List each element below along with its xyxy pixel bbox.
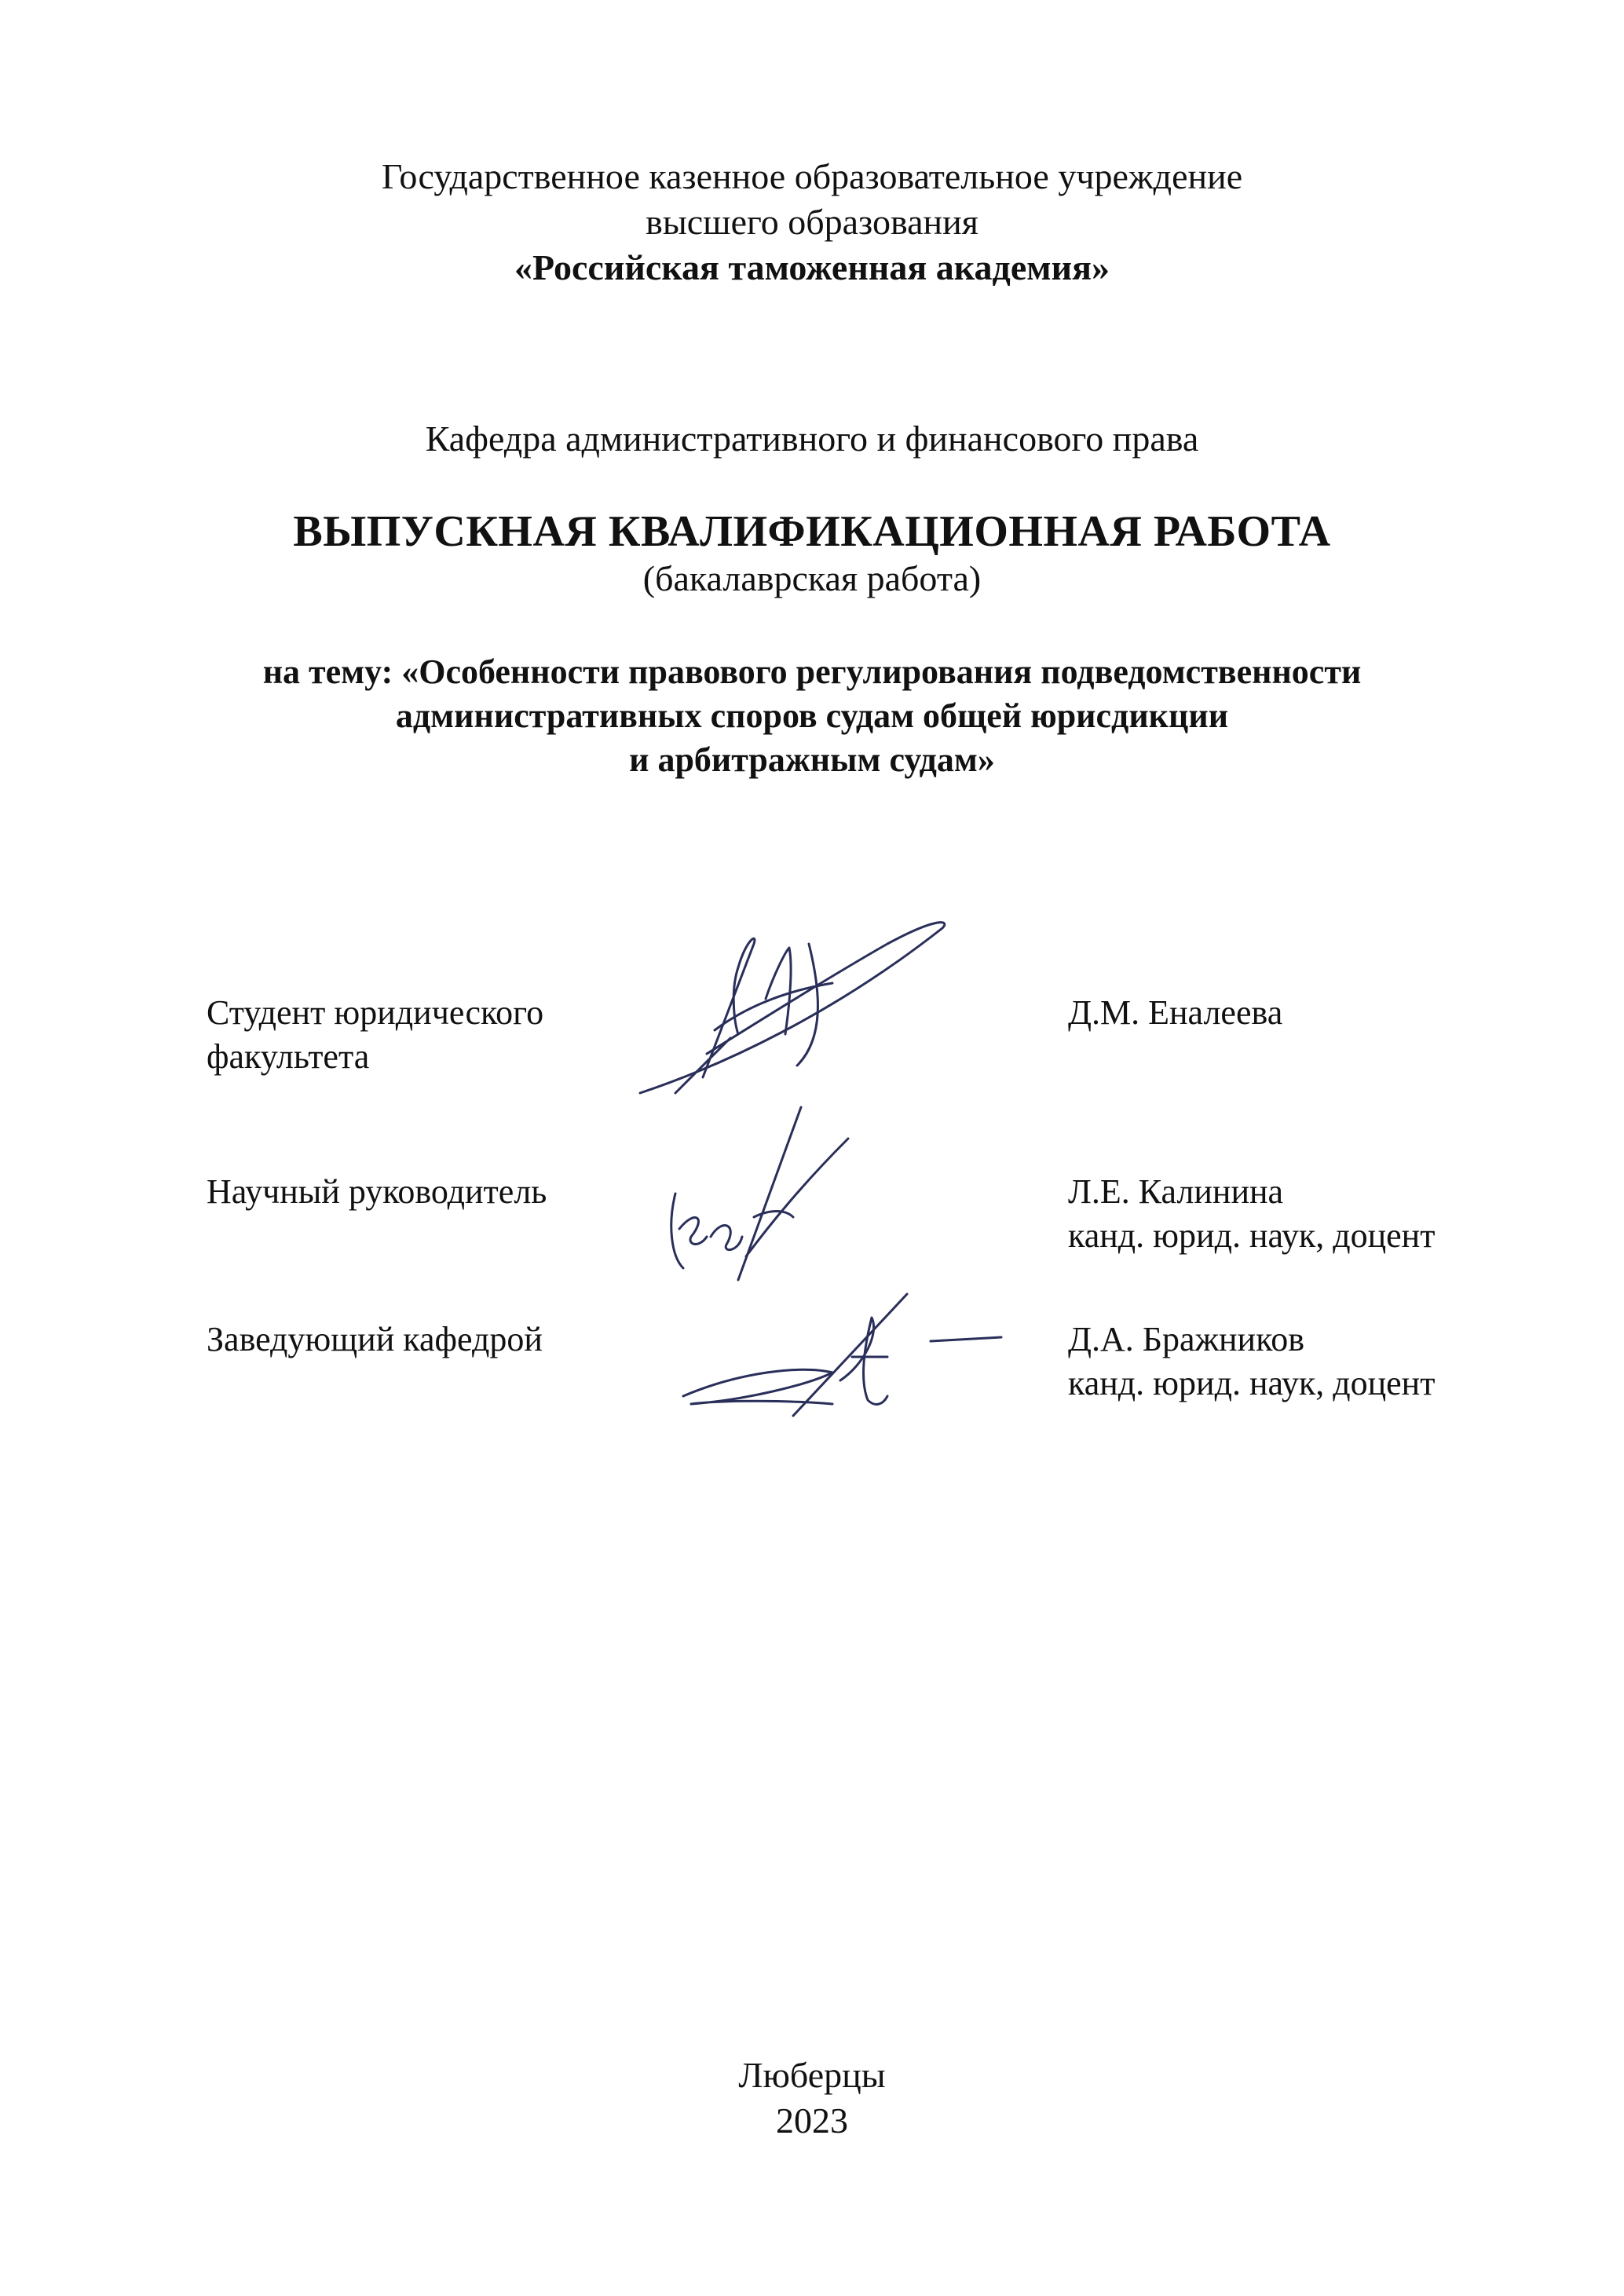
institution-line-2: высшего образования	[646, 202, 978, 242]
signatory-name: Л.Е. Калинина	[1068, 1172, 1284, 1211]
signatory-role	[207, 1170, 547, 1214]
role-line-1: Научный руководитель	[207, 1172, 547, 1211]
work-title	[0, 504, 1624, 601]
institution-line-1: Государственное казенное образовательное учреждение	[381, 156, 1243, 196]
work-topic	[0, 650, 1624, 782]
signature-head-of-department	[675, 1286, 1013, 1428]
signatory-credentials: канд. юрид. наук, доцент	[1068, 1364, 1436, 1402]
signatory-name: Д.М. Еналеева	[1068, 993, 1283, 1032]
signatory-role	[207, 991, 543, 1079]
signature-student	[628, 897, 966, 1109]
signatory-credentials: канд. юрид. наук, доцент	[1068, 1216, 1436, 1255]
role-line-1: Заведующий кафедрой	[207, 1320, 543, 1358]
signatory-role	[207, 1318, 543, 1362]
institution-header	[0, 154, 1624, 291]
role-line-2: факультета	[207, 1037, 370, 1076]
topic-line-1: на тему: «Особенности правового регулирования подведомственности	[262, 653, 1362, 691]
footer	[0, 2053, 1624, 2144]
department	[0, 416, 1624, 462]
topic-line-2: административных споров судам общей юрисдикции	[395, 696, 1229, 735]
signatory-name: Д.А. Бражников	[1068, 1320, 1304, 1358]
institution-name: «Российская таможенная академия»	[514, 247, 1110, 287]
signatory-name-block	[1068, 1170, 1435, 1258]
department-name: Кафедра административного и финансового права	[425, 419, 1199, 459]
work-title-main: ВЫПУСКНАЯ КВАЛИФИКАЦИОННАЯ РАБОТА	[293, 507, 1331, 556]
signatory-name-block	[1068, 991, 1282, 1035]
signature-supervisor	[652, 1099, 856, 1288]
signatory-name-block	[1068, 1318, 1435, 1406]
role-line-1: Студент юридического	[207, 993, 544, 1032]
topic-line-3: и арбитражным судам»	[629, 740, 995, 779]
work-title-subtitle: (бакалаврская работа)	[642, 558, 982, 598]
footer-city: Люберцы	[738, 2055, 886, 2095]
footer-year: 2023	[776, 2100, 848, 2141]
